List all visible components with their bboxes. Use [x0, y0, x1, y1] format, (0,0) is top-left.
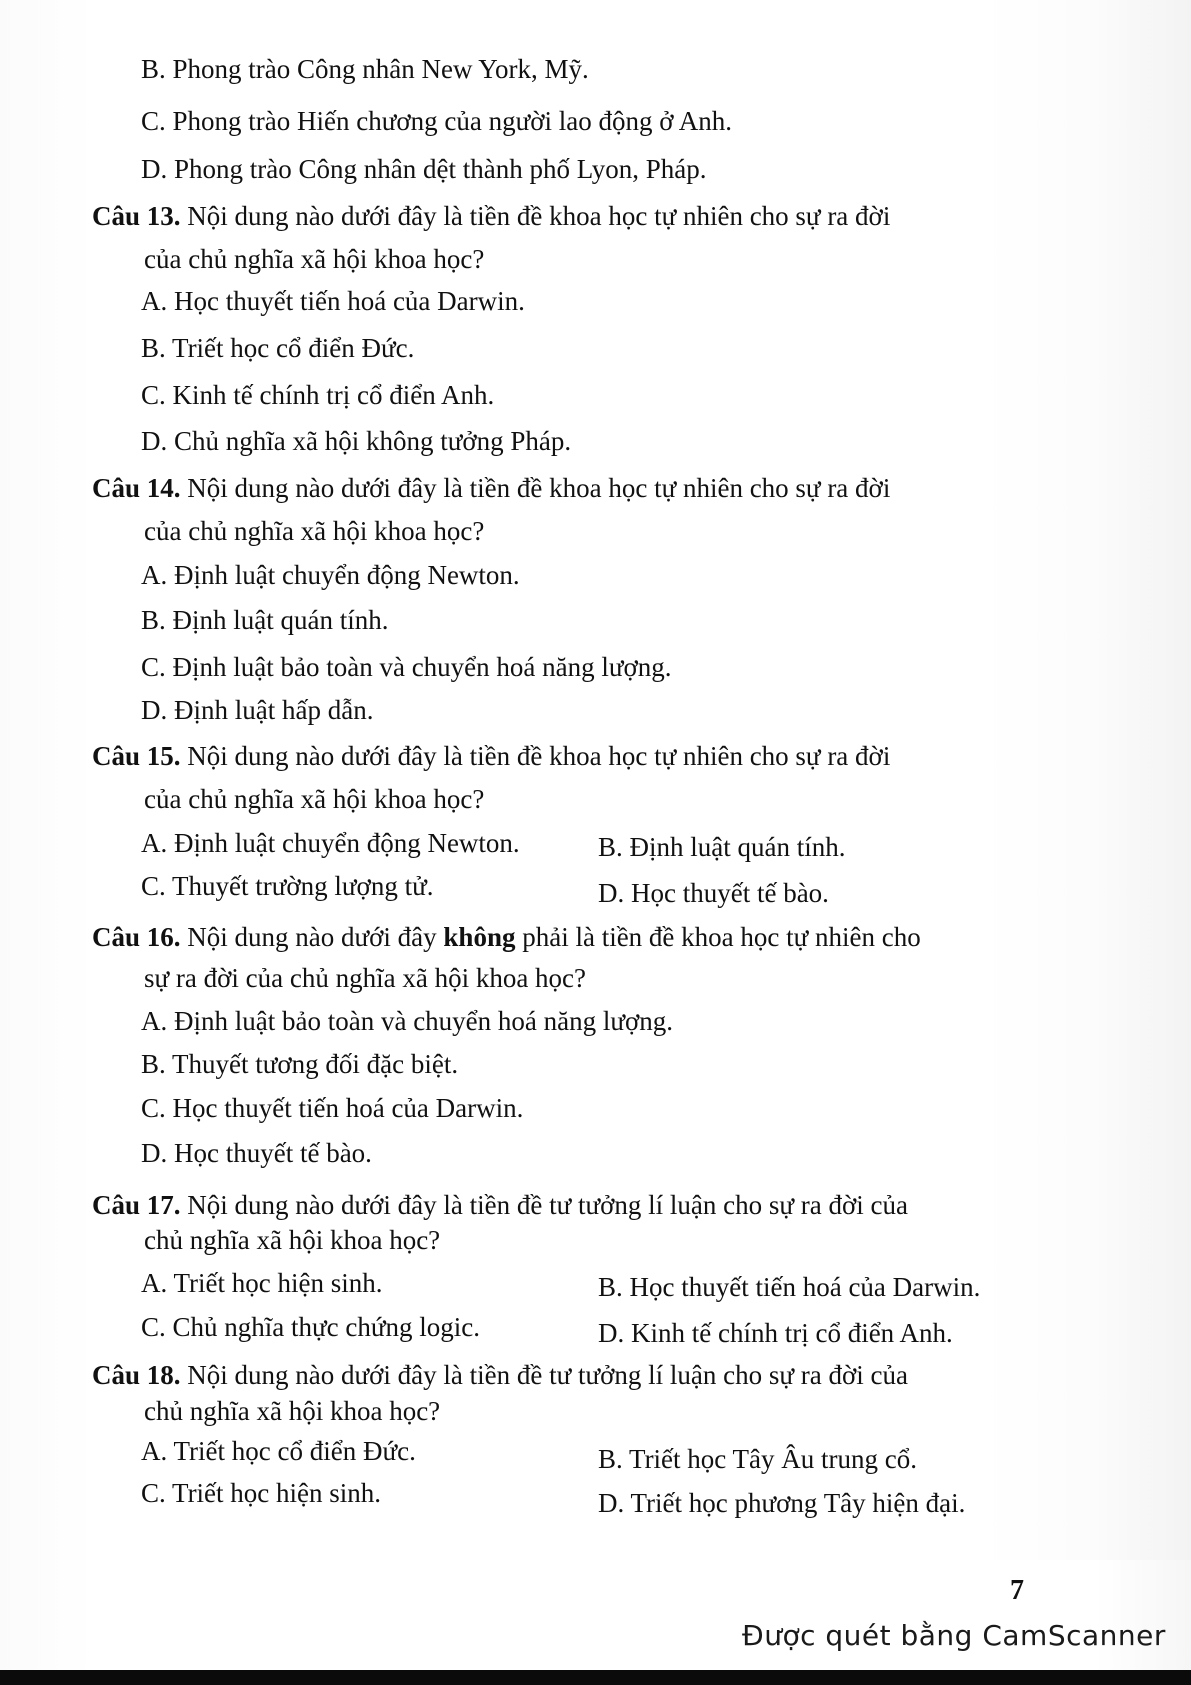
q12-option-d: D. Phong trào Công nhân dệt thành phố Lyon, Pháp.: [141, 154, 707, 184]
scan-edge-bar: [0, 1670, 1191, 1685]
q17-option-a: A. Triết học hiện sinh.: [141, 1268, 383, 1298]
q16-option-c: C. Học thuyết tiến hoá của Darwin.: [141, 1093, 524, 1123]
q18-stem: [92, 1358, 908, 1392]
page-number: 7: [1010, 1575, 1024, 1606]
q14-number: Câu 14.: [92, 473, 181, 503]
q17-number: Câu 17.: [92, 1190, 181, 1220]
q16-stem-line2: sự ra đời của chủ nghĩa xã hội khoa học?: [144, 963, 587, 993]
q14-option-d: D. Định luật hấp dẫn.: [141, 695, 374, 725]
q13-stem: [92, 199, 890, 233]
q18-stem-line2: chủ nghĩa xã hội khoa học?: [144, 1396, 441, 1426]
q13-stem-line1: Nội dung nào dưới đây là tiền đề khoa học tự nhiên cho sự ra đời: [180, 201, 891, 231]
q15-option-a: A. Định luật chuyển động Newton.: [141, 828, 520, 858]
q17-stem-line2: chủ nghĩa xã hội khoa học?: [144, 1225, 441, 1255]
q13-option-c: C. Kinh tế chính trị cổ điển Anh.: [141, 380, 495, 410]
q14-option-c: C. Định luật bảo toàn và chuyển hoá năng lượng.: [141, 652, 672, 682]
q17-stem-line1: Nội dung nào dưới đây là tiền đề tư tưởng lí luận cho sự ra đời của: [180, 1190, 908, 1220]
q16-number: Câu 16.: [92, 922, 181, 952]
q14-option-b: B. Định luật quán tính.: [141, 605, 389, 635]
q15-stem-line1: Nội dung nào dưới đây là tiền đề khoa học tự nhiên cho sự ra đời: [180, 741, 891, 771]
q15-option-d: D. Học thuyết tế bào.: [598, 878, 829, 908]
q13-option-a: A. Học thuyết tiến hoá của Darwin.: [141, 286, 525, 316]
q15-option-c: C. Thuyết trường lượng tử.: [141, 871, 434, 901]
q13-number: Câu 13.: [92, 201, 181, 231]
q14-stem: [92, 471, 890, 505]
q16-option-a: A. Định luật bảo toàn và chuyển hoá năng lượng.: [141, 1006, 674, 1036]
show-through-shadow: [981, 0, 1191, 1560]
q18-stem-line1: Nội dung nào dưới đây là tiền đề tư tưởng lí luận cho sự ra đời của: [180, 1360, 908, 1390]
q16-stem-part1: Nội dung nào dưới đây: [180, 922, 444, 952]
q15-option-b: B. Định luật quán tính.: [598, 832, 846, 862]
q17-option-b: B. Học thuyết tiến hoá của Darwin.: [598, 1272, 981, 1302]
q14-option-a: A. Định luật chuyển động Newton.: [141, 560, 520, 590]
q18-option-b: B. Triết học Tây Âu trung cổ.: [598, 1444, 917, 1474]
q14-stem-line1: Nội dung nào dưới đây là tiền đề khoa học tự nhiên cho sự ra đời: [180, 473, 891, 503]
q13-option-d: D. Chủ nghĩa xã hội không tưởng Pháp.: [141, 426, 572, 456]
q18-option-c: C. Triết học hiện sinh.: [141, 1478, 382, 1508]
q16-option-b: B. Thuyết tương đối đặc biệt.: [141, 1049, 459, 1079]
q15-number: Câu 15.: [92, 741, 181, 771]
q17-option-d: D. Kinh tế chính trị cổ điển Anh.: [598, 1318, 953, 1348]
q16-stem-emphasis: không: [443, 922, 516, 952]
q15-stem-line2: của chủ nghĩa xã hội khoa học?: [144, 784, 485, 814]
q12-option-b: B. Phong trào Công nhân New York, Mỹ.: [141, 54, 589, 84]
q17-stem: [92, 1188, 908, 1222]
q15-stem: [92, 739, 890, 773]
q16-stem-part3: phải là tiền đề khoa học tự nhiên cho: [515, 922, 921, 952]
q13-option-b: B. Triết học cổ điển Đức.: [141, 333, 415, 363]
q14-stem-line2: của chủ nghĩa xã hội khoa học?: [144, 516, 485, 546]
q16-option-d: D. Học thuyết tế bào.: [141, 1138, 372, 1168]
camscanner-watermark: Được quét bằng CamScanner: [742, 1619, 1166, 1652]
q18-option-d: D. Triết học phương Tây hiện đại.: [598, 1488, 966, 1518]
q17-option-c: C. Chủ nghĩa thực chứng logic.: [141, 1312, 480, 1342]
q16-stem: [92, 920, 921, 954]
q18-option-a: A. Triết học cổ điển Đức.: [141, 1436, 416, 1466]
q12-option-c: C. Phong trào Hiến chương của người lao động ở Anh.: [141, 106, 733, 136]
q18-number: Câu 18.: [92, 1360, 181, 1390]
q13-stem-line2: của chủ nghĩa xã hội khoa học?: [144, 244, 485, 274]
